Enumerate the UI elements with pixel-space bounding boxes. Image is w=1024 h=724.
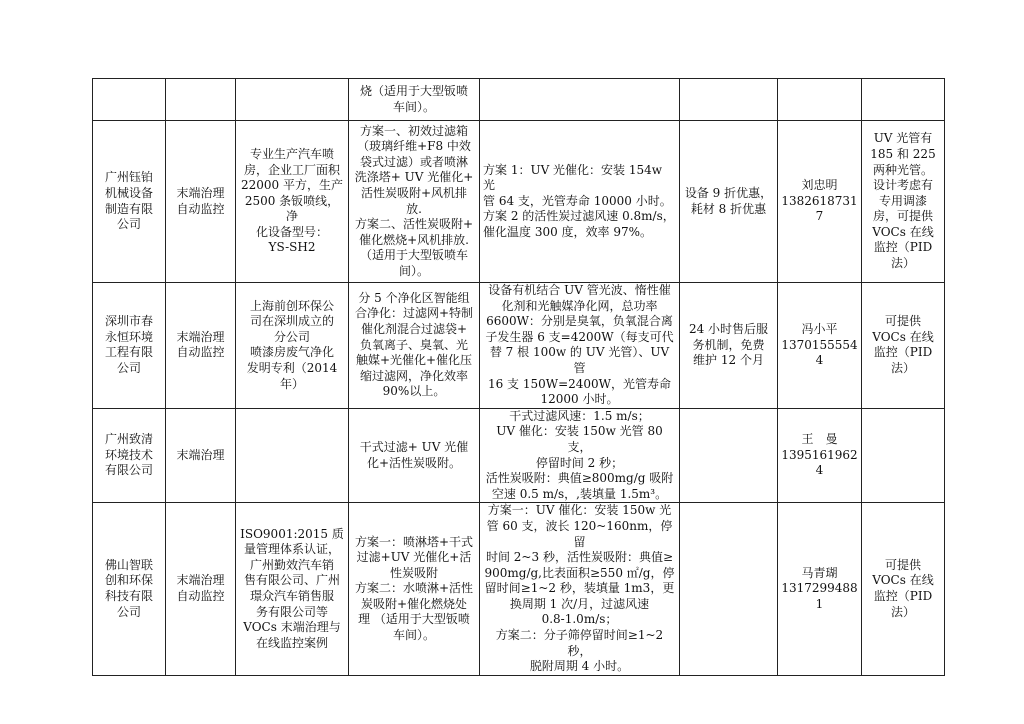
qualification-cell <box>236 79 349 121</box>
company-cell: 佛山智联 创和环保 科技有限 公司 <box>93 503 166 676</box>
qualification-cell: 上海前创环保公 司在深圳成立的 分公司 喷漆房废气净化 发明专利（2014 年） <box>236 283 349 409</box>
parameters-cell <box>480 79 680 121</box>
scheme-cell: 方案一、初效过滤箱 （玻璃纤维+F8 中效 袋式过滤）或者喷淋 洗涤塔+ UV 光催化+ 活性炭吸附+风机排 放. 方案二、活性炭吸附+ 催化燃烧+风机排放. （适用于大型钣喷车 间）。 <box>349 121 480 283</box>
company-cell: 深圳市春 永恒环境 工程有限 公司 <box>93 283 166 409</box>
remarks-cell: 可提供 VOCs 在线 监控（PID 法） <box>862 283 945 409</box>
qualification-cell: 专业生产汽车喷 房，企业工厂面积 22000 平方，生产 2500 条钣喷线，净 化设备型号： YS-SH2 <box>236 121 349 283</box>
method-cell <box>166 79 236 121</box>
table-row <box>93 503 945 676</box>
contact-phone: 13701555544 <box>781 337 858 368</box>
contact-name: 马青瑚 <box>801 565 838 580</box>
service-cell <box>680 408 778 503</box>
remarks-cell: UV 光管有 185 和 225 两种光管。 设计考虑有 专用调漆 房，可提供 VOCs 在线 监控（PID 法） <box>862 121 945 283</box>
contact-name: 冯小平 <box>801 321 838 336</box>
contact-cell <box>778 283 862 409</box>
contact-cell <box>778 121 862 283</box>
scheme-cell: 干式过滤+ UV 光催 化+活性炭吸附。 <box>349 408 480 503</box>
method-cell: 末端治理 自动监控 <box>166 283 236 409</box>
remarks-cell <box>862 408 945 503</box>
table-row <box>93 79 945 121</box>
contact-phone: 13951619624 <box>781 447 858 478</box>
table-row <box>93 283 945 409</box>
remarks-cell <box>862 79 945 121</box>
scheme-cell: 分 5 个净化区智能组 合净化：过滤网+特制 催化剂混合过滤袋+ 负氧离子、臭氧、光 触媒+光催化+催化压 缩过滤网，净化效率 90%以上。 <box>349 283 480 409</box>
qualification-cell: ISO9001:2015 质 量管理体系认证， 广州勤效汽车销 售有限公司、广州 璟众汽车销售服 务有限公司等 VOCs 末端治理与 在线监控案例 <box>236 503 349 676</box>
service-cell <box>680 503 778 676</box>
method-cell: 末端治理 自动监控 <box>166 503 236 676</box>
company-cell: 广州钰铂 机械设备 制造有限 公司 <box>93 121 166 283</box>
vendor-table <box>92 78 945 676</box>
company-cell: 广州致清 环境技术 有限公司 <box>93 408 166 503</box>
method-cell: 末端治理 自动监控 <box>166 121 236 283</box>
contact-cell <box>778 503 862 676</box>
method-cell: 末端治理 <box>166 408 236 503</box>
contact-phone: 13172994881 <box>781 581 858 611</box>
parameters-cell: 干式过滤风速：1.5 m/s； UV 催化：安装 150w 光管 80 支， 停留时间 2 秒； 活性炭吸附：典值≥800mg/g 吸附 空速 0.5 m/s，,装填量 1.5m³。 <box>480 408 680 503</box>
remarks-cell: 可提供 VOCs 在线 监控（PID 法） <box>862 503 945 676</box>
company-cell <box>93 79 166 121</box>
parameters-cell: 方案 1：UV 光催化：安装 154w 光 管 64 支，光管寿命 10000 小时。 方案 2 的活性炭过滤风速 0.8m/s， 催化温度 300 度，效率 97%。 <box>480 121 680 283</box>
service-cell: 24 小时售后服 务机制，免费 维护 12 个月 <box>680 283 778 409</box>
contact-name: 刘忠明 <box>801 178 838 193</box>
table-row <box>93 121 945 283</box>
service-cell: 设备 9 折优惠， 耗材 8 折优惠 <box>680 121 778 283</box>
table-row <box>93 408 945 503</box>
parameters-cell: 设备有机结合 UV 管光波、惰性催 化剂和光触媒净化网，总功率 6600W：分别是臭氧，负氧混合离 子发生器 6 支=4200W（每支可代 替 7 根 100w 的 UV 光管）、UV 管 16 支 150W=2400W，光管寿命 12000 小时。 <box>480 283 680 409</box>
contact-phone: 13826187317 <box>781 193 858 224</box>
parameters-cell: 方案一：UV 催化：安装 150w 光 管 60 支，波长 120~160nm，停留 时间 2~3 秒，活性炭吸附：典值≥ 900mg/g,比表面积≥550 ㎡/g，停 留时间≥1~2 秒，装填量 1m3，更 换周期 1 次/月，过滤风速 0.8-1.0m/s； 方案二：分子筛停留时间≥1~2 秒， 脱附周期 4 小时。 <box>480 503 680 676</box>
scheme-cell: 方案一：喷淋塔+干式 过滤+UV 光催化+活 性炭吸附 方案二：水喷淋+活性 炭吸附+催化燃烧处 理 （适用于大型钣喷 车间）。 <box>349 503 480 676</box>
contact-cell <box>778 79 862 121</box>
scheme-cell: 烧（适用于大型钣喷 车间）。 <box>349 79 480 121</box>
contact-name: 王 曼 <box>801 432 838 447</box>
qualification-cell <box>236 408 349 503</box>
contact-cell <box>778 408 862 503</box>
service-cell <box>680 79 778 121</box>
